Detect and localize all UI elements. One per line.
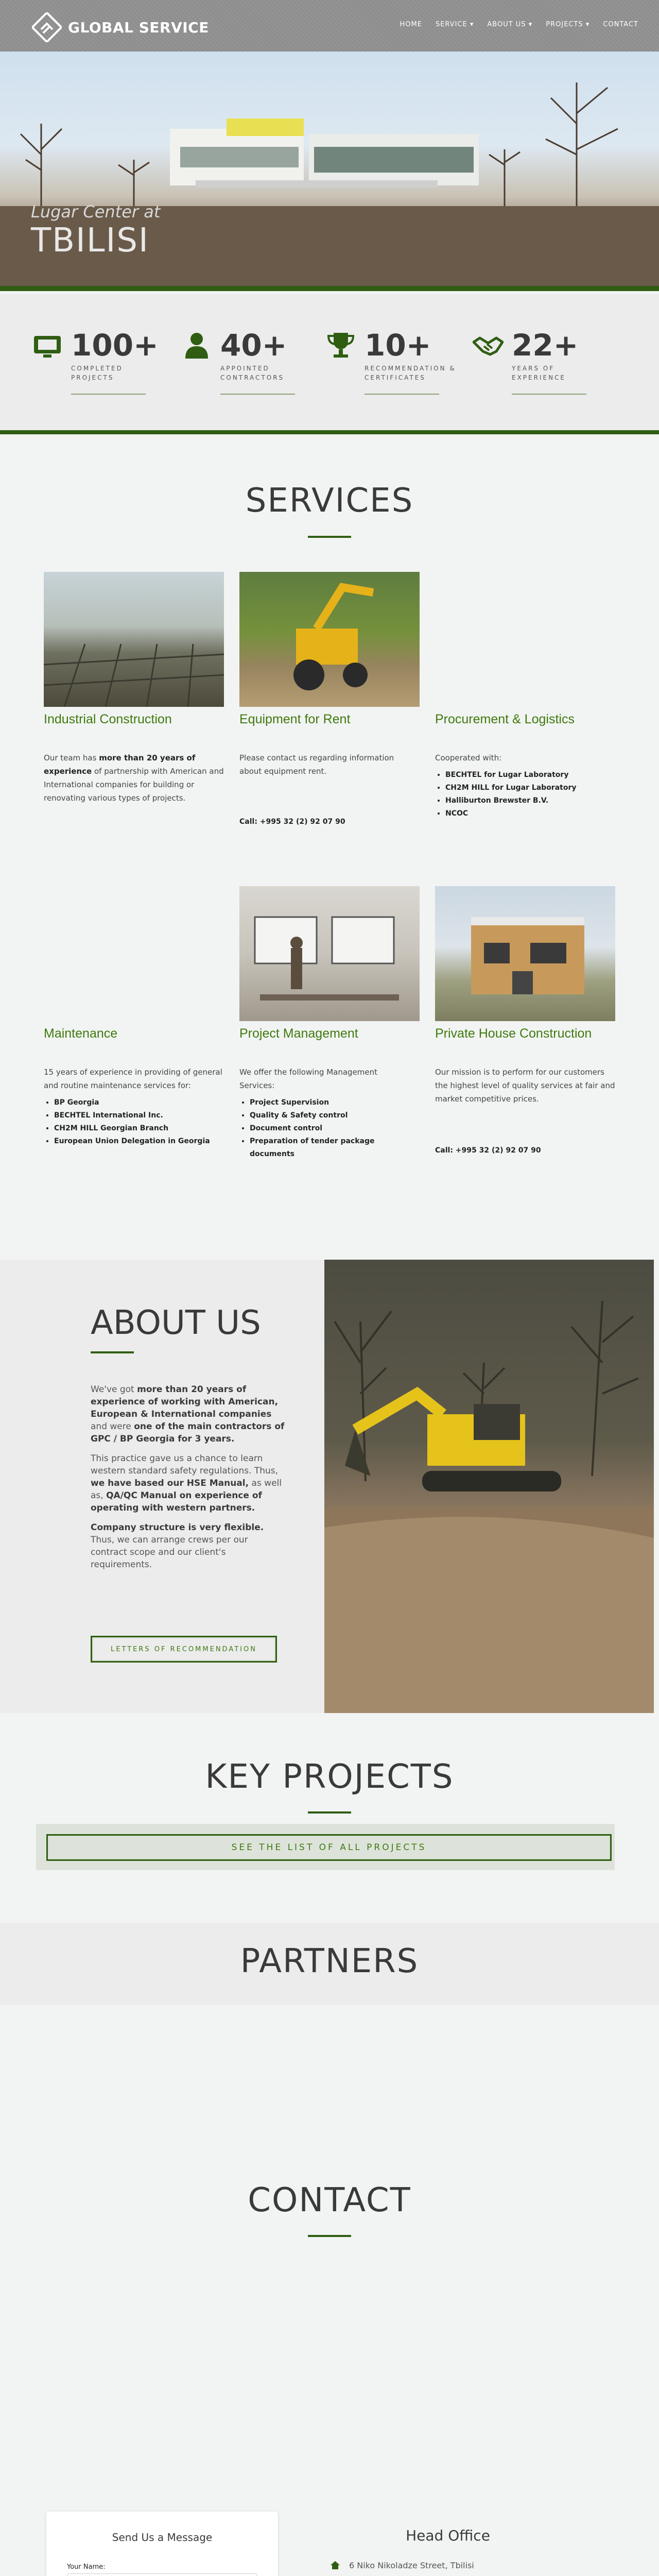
list-item: • Preparation of tender package documents — [250, 1135, 414, 1161]
service-text — [435, 751, 620, 820]
stat-underline — [71, 394, 146, 395]
list-item: • CH2M HILL for Lugar Laboratory — [445, 782, 620, 794]
about-section — [0, 1260, 324, 1713]
site-header — [0, 0, 659, 52]
user-icon — [181, 331, 212, 360]
hero-title: TBILISI — [31, 222, 149, 260]
list-item: • NCOC — [445, 807, 620, 820]
service-list — [435, 769, 620, 820]
project-management-image — [239, 886, 420, 1021]
service-text: Our mission is to perform for our customers the highest level of quality services at fair and market competitive prices. — [435, 1067, 615, 1104]
name-label: Your Name: — [67, 2563, 106, 2571]
see-all-projects-button[interactable]: SEE THE LIST OF ALL PROJECTS — [46, 1834, 612, 1861]
logo-diamond-icon — [32, 12, 62, 42]
text-fragment: Cooperated with: — [435, 753, 502, 762]
list-item: • Project Supervision — [250, 1096, 414, 1109]
stat-label: APPOINTED CONTRACTORS — [220, 365, 285, 381]
home-icon — [330, 2560, 341, 2571]
key-projects-title: KEY PROJECTS — [205, 1758, 454, 1796]
about-title: ABOUT US — [91, 1304, 261, 1342]
service-text — [44, 751, 227, 805]
about-paragraph — [91, 1521, 286, 1571]
list-item: • BECHTEL International Inc. — [54, 1109, 227, 1122]
service-list — [239, 1096, 414, 1161]
text-strong: QA/QC Manual on experience of operating with western partners. — [91, 1490, 262, 1513]
contact-form-card — [46, 2512, 278, 2576]
service-text — [44, 1065, 227, 1148]
form-heading: Send Us a Message — [112, 2531, 213, 2544]
list-item: • BP Georgia — [54, 1096, 227, 1109]
text-fragment: of partnership with American and International companies for building or renovating various types of projects. — [44, 767, 224, 803]
title-underline — [308, 2235, 351, 2237]
list-item: • Quality & Safety control — [250, 1109, 414, 1122]
letters-of-recommendation-button[interactable]: LETTERS OF RECOMMENDATION — [91, 1636, 277, 1663]
text-fragment: and were — [91, 1421, 134, 1432]
green-divider — [0, 430, 659, 434]
nav-service[interactable]: SERVICE ▾ — [435, 21, 474, 28]
text-strong: Company structure is very flexible. — [91, 1522, 264, 1533]
services-title: SERVICES — [245, 482, 414, 520]
about-paragraph — [91, 1383, 286, 1445]
service-title[interactable]: Procurement & Logistics — [435, 712, 575, 726]
stat-number: 40+ — [220, 328, 287, 363]
title-underline — [308, 536, 351, 538]
text-fragment: We offer the following Management Services: — [239, 1067, 378, 1090]
service-title[interactable]: Project Management — [239, 1026, 358, 1041]
text-fragment: Our team has — [44, 753, 99, 762]
stat-label: COMPLETED PROJECTS — [71, 365, 123, 381]
service-title[interactable]: Private House Construction — [435, 1026, 592, 1041]
service-list — [44, 1096, 227, 1148]
list-item: • CH2M HILL Georgian Branch — [54, 1122, 227, 1135]
green-divider — [0, 286, 659, 291]
text-strong: we have based our HSE Manual, — [91, 1478, 249, 1488]
text-fragment: This practice gave us a chance to learn western standard safety regulations. Thus, — [91, 1453, 279, 1476]
hero-subtitle: Lugar Center at — [31, 202, 161, 222]
text-strong: one of the main contractors of GPC / BP Georgia for 3 years. — [91, 1421, 285, 1444]
nav-projects[interactable]: PROJECTS ▾ — [546, 21, 590, 28]
service-title[interactable]: Equipment for Rent — [239, 712, 351, 726]
nav-contact[interactable]: CONTACT — [603, 21, 638, 28]
about-paragraph — [91, 1452, 286, 1514]
hero-banner — [0, 52, 659, 286]
list-item: • Document control — [250, 1122, 414, 1135]
stat-number: 10+ — [365, 328, 431, 363]
partners-title: PARTNERS — [240, 1942, 419, 1980]
text-fragment: Thus, we can arrange crews per our contract scope and our client's requirements. — [91, 1535, 248, 1570]
stat-number: 100+ — [71, 328, 159, 363]
list-item: • European Union Delegation in Georgia — [54, 1135, 227, 1148]
service-title[interactable]: Industrial Construction — [44, 712, 172, 726]
service-phone[interactable]: Call: +995 32 (2) 92 07 90 — [435, 1146, 541, 1155]
text-strong: more than 20 years of experience — [44, 753, 196, 776]
service-text: Please contact us regarding information about equipment rent. — [239, 753, 394, 776]
about-excavator-image — [324, 1260, 654, 1713]
text-fragment: as well as, — [91, 1478, 282, 1501]
nav-home[interactable]: HOME — [400, 21, 422, 28]
title-underline — [91, 1351, 134, 1353]
stats-section — [0, 294, 659, 430]
title-underline — [308, 1811, 351, 1814]
stat-underline — [365, 394, 439, 395]
handshake-icon — [473, 331, 504, 360]
logo-text: GLOBAL SERVICE — [68, 19, 209, 36]
stat-label: RECOMMENDATION & CERTIFICATES — [365, 365, 456, 381]
private-house-image — [435, 886, 615, 1021]
head-office-title: Head Office — [406, 2527, 490, 2544]
site-logo[interactable] — [32, 12, 209, 42]
nav-about-us[interactable]: ABOUT US ▾ — [487, 21, 533, 28]
list-item: • BECHTEL for Lugar Laboratory — [445, 769, 620, 782]
service-text — [239, 1065, 414, 1161]
service-title[interactable]: Maintenance — [44, 1026, 118, 1041]
stat-number: 22+ — [512, 328, 579, 363]
service-phone[interactable]: Call: +995 32 (2) 92 07 90 — [239, 818, 345, 826]
trophy-icon — [325, 331, 356, 360]
contact-title: CONTACT — [248, 2181, 411, 2219]
text-strong: more than 20 years of experience of working with American, European & International companies — [91, 1384, 279, 1419]
name-input[interactable] — [67, 2573, 257, 2576]
text-fragment: 15 years of experience in providing of general and routine maintenance services for: — [44, 1067, 222, 1090]
stat-label: YEARS OF EXPERIENCE — [512, 365, 566, 381]
industrial-construction-image — [44, 572, 224, 707]
stat-underline — [512, 394, 586, 395]
stat-underline — [220, 394, 295, 395]
office-address: 6 Niko Nikoladze Street, Tbilisi — [349, 2561, 474, 2570]
text-fragment: We've got — [91, 1384, 137, 1395]
list-item: • Halliburton Brewster B.V. — [445, 794, 620, 807]
monitor-icon — [32, 331, 63, 360]
main-nav — [400, 21, 638, 28]
equipment-rent-image — [239, 572, 420, 707]
